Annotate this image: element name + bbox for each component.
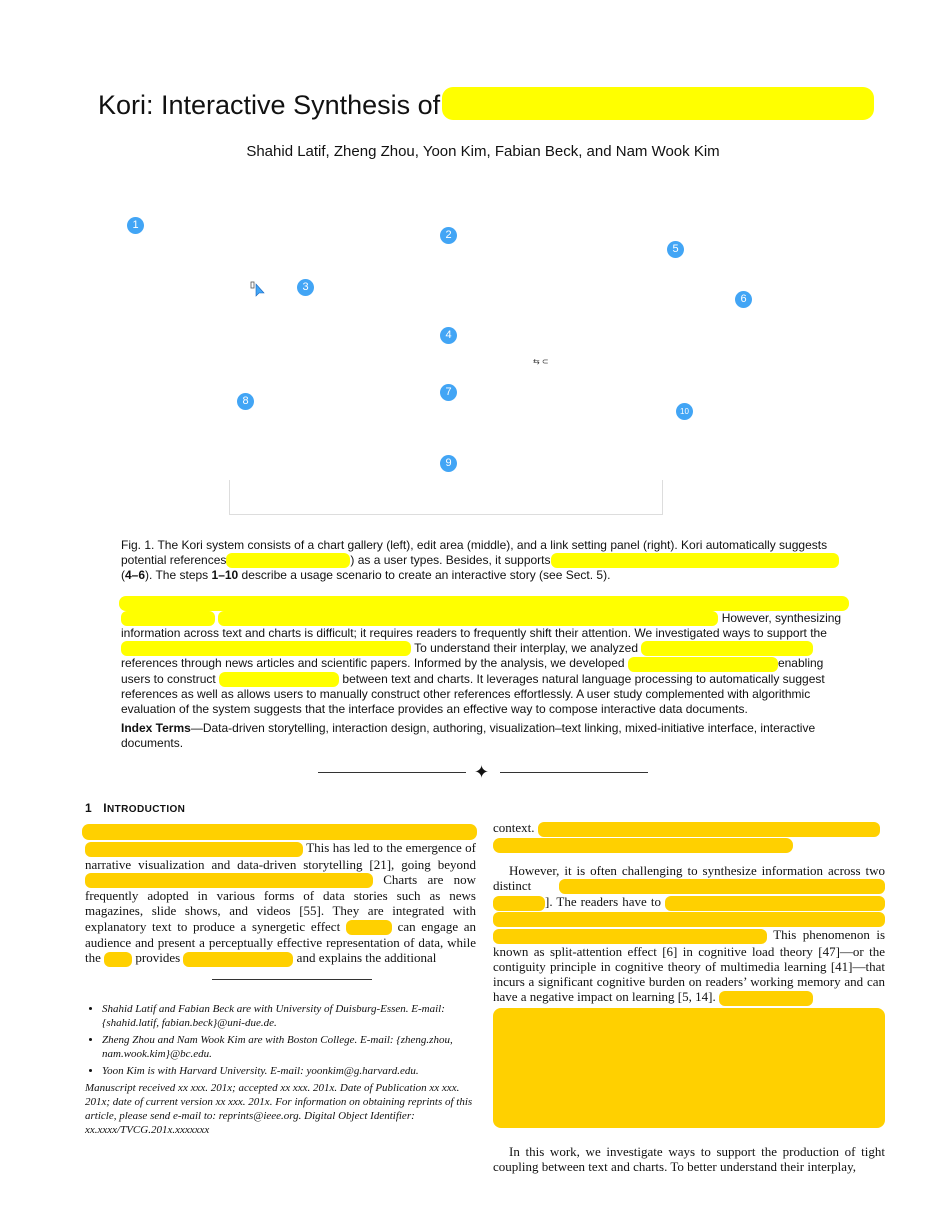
divider-line-left xyxy=(318,772,466,773)
step-marker-4: 4 xyxy=(440,327,457,344)
abstract xyxy=(121,596,847,716)
step-marker-1: 1 xyxy=(127,217,144,234)
right-highlight-block xyxy=(493,1008,885,1128)
step-marker-10: 10 xyxy=(676,403,693,420)
section-divider xyxy=(318,764,650,782)
abstract-text-3: references through news articles and scientific papers. Informed by the analysis, we developed xyxy=(121,656,625,671)
caption-steps-b: 1–10 xyxy=(211,567,239,582)
abstract-highlight-line1 xyxy=(119,596,849,611)
caption-text-5: describe a usage scenario to create an interactive story (see Sect. 5). xyxy=(238,567,611,582)
footnotes xyxy=(85,1002,476,1137)
step-marker-7: 7 xyxy=(440,384,457,401)
right-column xyxy=(493,820,885,1174)
step-marker-3: 3 xyxy=(297,279,314,296)
right-text-2b: ]. The readers have to xyxy=(545,894,661,910)
index-terms-text: —Data-driven storytelling, interaction design, authoring, visualization–text linking, mixed-initiative interface, interactive documents. xyxy=(121,721,816,750)
manuscript-note: Manuscript received xx xxx. 201x; accepted xx xxx. 201x. Date of Publication xx xxx. 201x; date of current version xx xxx. 201x. For information on obtaining reprints of this article, please send e-mail to: reprints@ieee.org. Digital Object Identifier: xx.xxxx/TVCG.201x.xxxxxxx xyxy=(85,1082,473,1136)
right-paragraph-3: In this work, we investigate ways to support the production of tight coupling between text and charts. To better understand their interplay, xyxy=(493,1143,885,1175)
caption-text-1: Fig. 1. The Kori system consists of a chart gallery (left), edit area (middle), and a link setting panel (right). Kori automatically suggests potential references xyxy=(121,538,828,567)
title-redaction-highlight xyxy=(442,87,874,120)
abstract-text-1: However, synthesizing information across text and charts is difficult; it requires readers to frequently shift their attention. We investigated ways to support the xyxy=(121,611,842,641)
right-highlight-5 xyxy=(665,896,885,911)
caption-text-2: ) as a user types. Besides, it supports xyxy=(350,552,551,567)
authors: Shahid Latif, Zheng Zhou, Yoon Kim, Fabian Beck, and Nam Wook Kim xyxy=(246,143,720,160)
right-text-2c: This phenomenon is known as split-attention effect [6] in cognitive load theory [47]—or the contiguity principle in cognitive theory of multimedia learning [41]—that incurs a significant cognitive burden on readers’ working memory and can have a negative impact on learning [5, 14]. xyxy=(493,927,885,1005)
step-marker-8: 8 xyxy=(237,393,254,410)
caption-steps-a: 4–6 xyxy=(125,567,146,582)
section-heading xyxy=(85,801,185,815)
abstract-highlight-4 xyxy=(121,641,411,656)
caption-text-3: ( xyxy=(121,567,125,582)
footnote-1: • Shahid Latif and Fabian Beck are with University of Duisburg-Essen. E-mail: {shahid.latif, fabian.beck}@uni-due.de. xyxy=(102,1002,476,1030)
right-highlight-3 xyxy=(559,879,885,894)
right-text-2a: However, it is often challenging to synthesize information across two distinct xyxy=(493,862,885,893)
abstract-text-4: enabling users to construct xyxy=(121,656,824,686)
left-highlight-6 xyxy=(183,952,293,967)
caption-highlight-1 xyxy=(226,553,350,568)
right-highlight-4 xyxy=(493,896,545,911)
right-highlight-7 xyxy=(493,929,767,944)
step-marker-2: 2 xyxy=(440,227,457,244)
divider-line-right xyxy=(500,772,648,773)
abstract-highlight-2 xyxy=(121,611,215,626)
abstract-text-2: To understand their interplay, we analyzed xyxy=(411,640,639,655)
left-text-4: provides xyxy=(135,950,181,966)
right-highlight-6 xyxy=(493,912,885,927)
paper-title: Kori: Interactive Synthesis of xyxy=(98,90,441,120)
section-title-rest: NTRODUCTION xyxy=(107,804,186,815)
footnote-2: • Zheng Zhou and Nam Wook Kim are with Boston College. E-mail: {zheng.zhou, nam.wook.kim}@bc.edu. xyxy=(102,1033,476,1061)
left-highlight-1 xyxy=(82,824,477,840)
left-text-5: and explains the additional xyxy=(296,950,437,966)
figure-caption xyxy=(121,538,847,582)
divider-star-icon: ✦ xyxy=(474,762,490,782)
left-text-2: Charts are now frequently adopted in various forms of data stories such as news magazines, slide shows, and videos [55]. They are integrated with explanatory text to produce a synergetic effect xyxy=(85,871,476,934)
abstract-highlight-7 xyxy=(219,672,339,687)
section-number: 1 xyxy=(85,801,93,815)
abstract-highlight-5 xyxy=(641,641,813,656)
right-highlight-8 xyxy=(719,991,813,1006)
step-marker-9: 9 xyxy=(440,455,457,472)
right-paragraph-2 xyxy=(493,863,885,1006)
figure-frame xyxy=(229,480,663,515)
right-highlight-1 xyxy=(538,822,880,837)
left-highlight-2 xyxy=(85,842,303,857)
cursor-icon xyxy=(250,281,266,299)
left-text-3: can engage an audience and present a perceptually effective representation of data, while the xyxy=(85,918,477,966)
footnote-3: • Yoon Kim is with Harvard University. E-mail: yoonkim@g.harvard.edu. xyxy=(102,1064,476,1078)
step-marker-5: 5 xyxy=(667,241,684,258)
right-context-word: context. xyxy=(493,820,535,835)
step-marker-6: 6 xyxy=(735,291,752,308)
right-highlight-2 xyxy=(493,838,793,853)
index-terms-label: Index Terms xyxy=(121,721,191,735)
caption-text-4: ). The steps xyxy=(145,567,212,582)
index-terms xyxy=(121,721,847,750)
caption-highlight-2 xyxy=(551,553,839,568)
left-highlight-5 xyxy=(104,952,132,967)
figure-artifact: ⇆ ⊂ xyxy=(533,357,549,366)
abstract-highlight-3 xyxy=(218,611,718,626)
left-text-1: This has led to the emergence of narrative visualization and data-driven storytelling [21], going beyond xyxy=(85,840,477,872)
left-highlight-3 xyxy=(85,873,373,888)
left-column xyxy=(85,824,476,967)
section-title-initial: I xyxy=(103,801,108,815)
footnote-rule xyxy=(212,979,372,980)
left-highlight-4 xyxy=(346,920,392,935)
abstract-highlight-6 xyxy=(628,657,778,672)
abstract-text-5: between text and charts. It leverages natural language processing to automatically suggest references as well as allows users to manually construct other references effortlessly. A user study complemented with algorithmic evaluation of the system suggests that the interface provides an effective way to compose interactive data documents. xyxy=(121,671,825,716)
